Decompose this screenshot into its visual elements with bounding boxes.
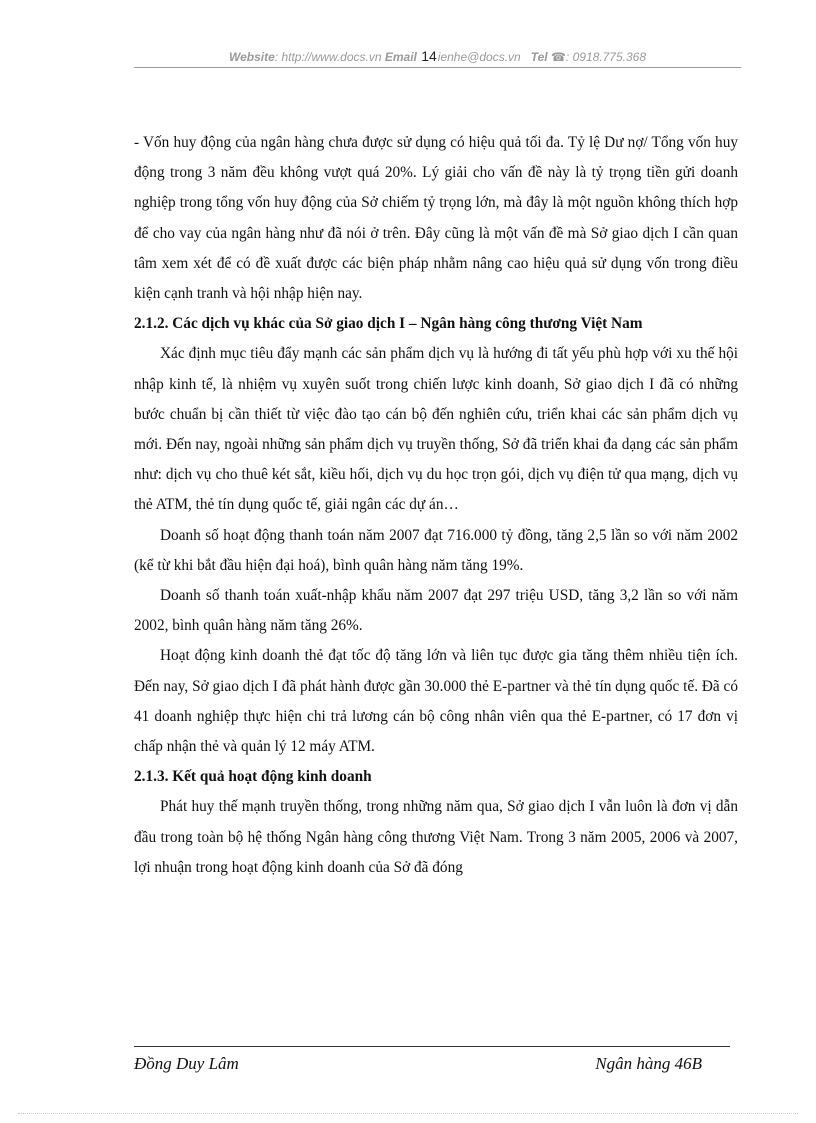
email-value: ienhe@docs.vn bbox=[437, 50, 521, 64]
tel-label: Tel bbox=[530, 50, 548, 64]
document-body bbox=[134, 128, 738, 883]
phone-icon: ☎ bbox=[550, 50, 566, 64]
page-number: 14 bbox=[421, 48, 437, 64]
paragraph-import-export: Doanh số thanh toán xuất-nhập khẩu năm 2007 đạt 297 triệu USD, tăng 3,2 lần so với năm 2002, bình quân hàng năm tăng 26%. bbox=[134, 587, 738, 635]
email-label: Email bbox=[384, 50, 417, 64]
paragraph-card-business: Hoạt động kinh doanh thẻ đạt tốc độ tăng lớn và liên tục được gia tăng thêm nhiều tiện ích. Đến nay, Sở giao dịch I đã phát hành được gần 30.000 thẻ E-partner và thẻ tín dụng quốc tế. Đã có 41 doanh nghiệp thực hiện chi trả lương cán bộ công nhân viên qua thẻ E-partner, có 17 đơn vị chấp nhận thẻ và quản lý 12 máy ATM. bbox=[134, 647, 738, 756]
page-bottom-dotted-line bbox=[18, 1113, 798, 1114]
paragraph-services: Xác định mục tiêu đẩy mạnh các sản phẩm dịch vụ là hướng đi tất yếu phù hợp với xu thế hội nhập kinh tế, là nhiệm vụ xuyên suốt trong chiến lược kinh doanh, Sở giao dịch I đã có những bước chuẩn bị cần thiết từ việc đào tạo cán bộ đến nghiên cứu, triển khai các sản phẩm dịch vụ mới. Đến nay, ngoài những sản phẩm dịch vụ truyền thống, Sở đã triển khai đa dạng các sản phẩm như: dịch vụ cho thuê két sắt, kiều hối, dịch vụ du học trọn gói, dịch vụ điện tử qua mạng, dịch vụ thẻ ATM, thẻ tín dụng quốc tế, giải ngân các dự án… bbox=[134, 345, 738, 514]
footer-class: Ngân hàng 46B bbox=[595, 1054, 702, 1073]
paragraph-business-results: Phát huy thế mạnh truyền thống, trong những năm qua, Sở giao dịch I vẫn luôn là đơn vị dẫn đầu trong toàn bộ hệ thống Ngân hàng công thương Việt Nam. Trong 3 năm 2005, 2006 và 2007, lợi nhuận trong hoạt động kinh doanh của Sở đã đóng bbox=[134, 798, 738, 876]
website-value: : http://www.docs.vn bbox=[274, 50, 382, 64]
section-heading-2-1-3: 2.1.3. Kết quả hoạt động kinh doanh bbox=[134, 768, 372, 786]
header-divider bbox=[134, 67, 741, 68]
page-header bbox=[134, 48, 741, 68]
paragraph-payment-volume: Doanh số hoạt động thanh toán năm 2007 đạt 716.000 tỷ đồng, tăng 2,5 lần so với năm 2002 (kể từ khi bắt đầu hiện đại hoá), bình quân hàng năm tăng 19%. bbox=[134, 526, 738, 574]
paragraph-capital-efficiency: - Vốn huy động của ngân hàng chưa được sử dụng có hiệu quả tối đa. Tỷ lệ Dư nợ/ Tổng vốn huy động trong 3 năm đều không vượt quá 20%. Lý giải cho vấn đề này là tỷ trọng tiền gửi doanh nghiệp trong tổng vốn huy động của Sở chiếm tỷ trọng lớn, mà đây là một nguồn không thích hợp để cho vay của ngân hàng như đã nói ở trên. Đây cũng là một vấn đề mà Sở giao dịch I cần quan tâm xem xét để có đề xuất được các biện pháp nhằm nâng cao hiệu quả sử dụng vốn trong điều kiện cạnh tranh và hội nhập hiện nay. bbox=[134, 134, 738, 303]
footer-divider bbox=[134, 1046, 730, 1047]
tel-value: : 0918.775.368 bbox=[565, 50, 646, 64]
footer-author: Đồng Duy Lâm bbox=[134, 1054, 239, 1073]
section-heading-2-1-2: 2.1.2. Các dịch vụ khác của Sở giao dịch I – Ngân hàng công thương Việt Nam bbox=[134, 315, 643, 333]
website-label: Website bbox=[229, 50, 275, 64]
